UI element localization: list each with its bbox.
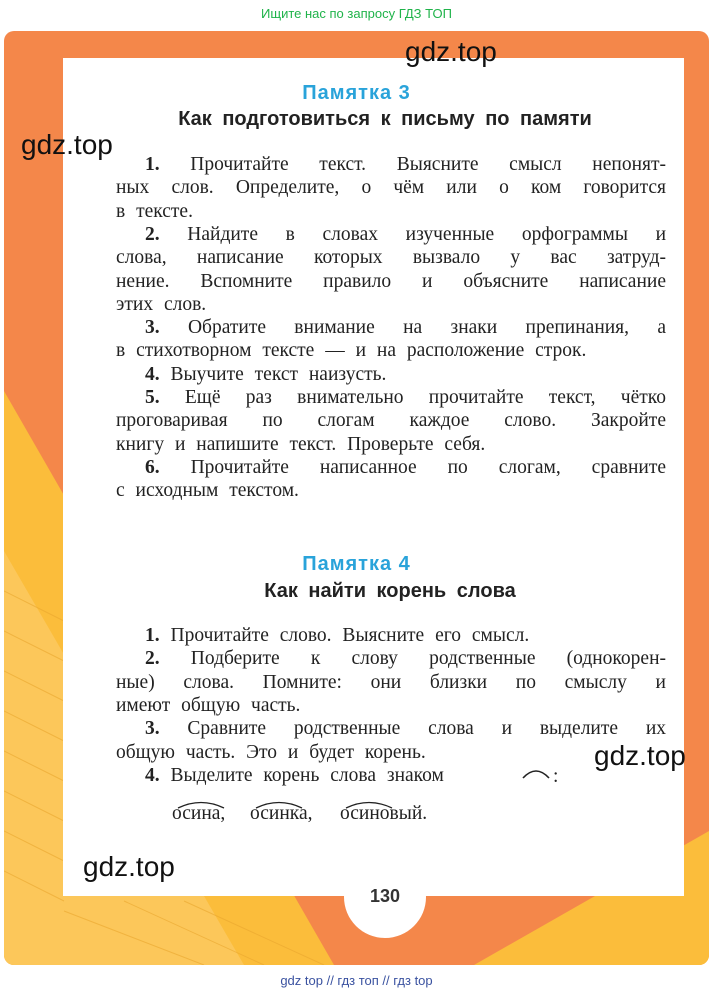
memo-line — [116, 480, 666, 502]
item-number: 3. — [145, 317, 160, 339]
example-word: осиновый. — [340, 803, 428, 824]
example-word: осина, — [172, 803, 226, 824]
item-number: 4. — [145, 764, 160, 786]
memo-line — [145, 625, 666, 647]
memo-line — [145, 718, 666, 740]
line-text: Выучите текст наизусть. — [170, 363, 387, 385]
memo-line — [116, 742, 666, 764]
line-text: имеют общую часть. — [116, 694, 301, 716]
top-search-link[interactable]: Ищите нас по запросу ГДЗ ТОП — [261, 6, 452, 21]
memo4-title: Как найти корень слова — [264, 580, 516, 602]
line-text: книгу и напишите текст. Проверьте себя. — [116, 433, 486, 455]
watermark: gdz.top — [405, 36, 497, 67]
bottom-links[interactable]: gdz top // гдз топ // гдз top — [280, 973, 433, 988]
page-number: 130 — [369, 886, 401, 906]
line-text: Обратите внимание на знаки препинания, а — [187, 317, 666, 339]
line-text: проговаривая по слогам каждое слово. Закройте — [116, 410, 666, 432]
memo-line — [116, 340, 666, 362]
memo-line — [116, 434, 666, 456]
memo-line — [145, 765, 666, 787]
memo3-title: Как подготовиться к письму по памяти — [178, 108, 592, 130]
line-text: Найдите в словах изученные орфограммы и — [187, 223, 667, 245]
line-text: Подберите к слову родственные (однокорен- — [190, 648, 667, 670]
watermark: gdz.top — [83, 851, 175, 882]
example-word: осинка, — [250, 803, 313, 824]
memo-line — [145, 224, 666, 246]
memo-line — [116, 294, 666, 316]
memo-line — [145, 317, 666, 339]
item-number: 6. — [145, 456, 160, 478]
line-text: общую часть. Это и будет корень. — [116, 741, 426, 763]
item-number: 1. — [145, 154, 160, 175]
memo3-label: Памятка 3 — [302, 82, 411, 104]
memo-line — [116, 271, 666, 293]
step4-colon: : — [553, 766, 559, 787]
line-text: ных слов. Определите, о чём или о ком говорится — [116, 177, 666, 199]
memo-line — [116, 672, 666, 694]
watermark: gdz.top — [21, 129, 113, 160]
memo-line — [116, 247, 666, 269]
memo-line — [145, 364, 666, 386]
memo-line — [116, 201, 666, 223]
item-number: 5. — [145, 387, 160, 408]
line-text: Прочитайте текст. Выясните смысл непонят- — [190, 154, 667, 175]
line-text: нение. Вспомните правило и объясните написание — [116, 270, 666, 292]
line-text: Ещё раз внимательно прочитайте текст, чётко — [184, 387, 666, 408]
line-text: с исходным текстом. — [116, 480, 299, 502]
item-number: 2. — [145, 648, 160, 670]
line-text: в стихотворном тексте — и на расположение строк. — [116, 340, 587, 362]
line-text: слова, написание которых вызвало у вас затруд- — [116, 247, 666, 269]
memo-line — [145, 154, 666, 176]
memo-line — [145, 457, 666, 479]
memo-line — [145, 387, 666, 409]
line-text: Прочитайте написанное по слогам, сравните — [190, 456, 666, 478]
line-text: Прочитайте слово. Выясните его смысл. — [170, 625, 530, 646]
item-number: 2. — [145, 223, 160, 245]
line-text: этих слов. — [116, 293, 207, 315]
memo4-label: Памятка 4 — [302, 553, 411, 575]
memo-line — [145, 648, 666, 670]
memo-line — [116, 410, 666, 432]
root-arc-mark — [344, 797, 394, 809]
memo-line — [116, 695, 666, 717]
line-text: Выделите корень слова знаком — [170, 764, 444, 786]
item-number: 1. — [145, 625, 160, 646]
root-arc-mark — [176, 797, 226, 809]
memo-line — [116, 177, 666, 199]
root-arc-icon — [520, 762, 552, 780]
watermark: gdz.top — [594, 740, 686, 771]
item-number: 3. — [145, 718, 160, 740]
root-arc-mark — [254, 797, 304, 809]
line-text: Сравните родственные слова и выделите их — [187, 718, 667, 740]
line-text: в тексте. — [116, 200, 193, 222]
item-number: 4. — [145, 363, 160, 385]
line-text: ные) слова. Помните: они близки по смыслу и — [116, 671, 666, 693]
